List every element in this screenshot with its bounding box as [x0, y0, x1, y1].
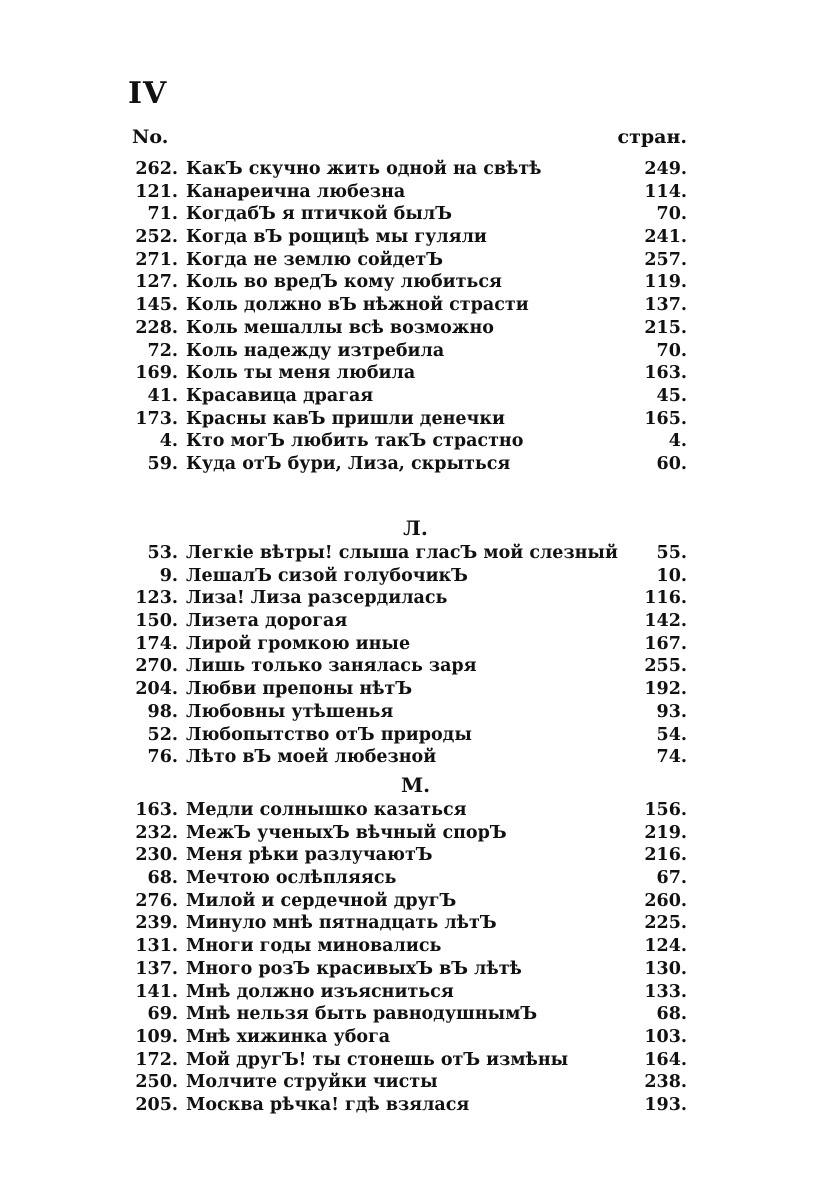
entry-title: Лиза! Лиза разсердилась [186, 588, 448, 609]
index-entry [132, 844, 687, 867]
entry-page: 164. [644, 1049, 687, 1070]
entry-number: 172. [135, 1049, 178, 1070]
entry-title: Коль мешаллы всѣ возможно [186, 317, 494, 338]
index-entry [132, 158, 687, 181]
entry-number: 41. [147, 385, 178, 406]
index-entry [132, 385, 687, 408]
index-entry [132, 822, 687, 845]
entry-page: 255. [644, 656, 687, 677]
entry-page: 142. [644, 611, 687, 632]
entry-number: 137. [135, 958, 178, 979]
entry-title: Канареична любезна [186, 181, 406, 202]
entry-number: 173. [135, 408, 178, 429]
entry-page: 67. [656, 868, 687, 889]
entry-number: 145. [135, 295, 178, 316]
entry-number: 205. [135, 1094, 178, 1115]
index-entry [132, 678, 687, 701]
entry-page: 167. [644, 633, 687, 654]
entry-title: Лизета дорогая [186, 611, 348, 632]
entry-list-m [132, 799, 687, 1117]
entry-page: 249. [644, 159, 687, 179]
entry-title: Лѣто вЪ моей любезной [186, 747, 437, 768]
entry-title: Кто могЪ любить такЪ страстно [186, 431, 524, 452]
entry-title: Любопытство отЪ природы [186, 724, 472, 745]
entry-number: 252. [135, 227, 178, 248]
entry-title: Красны кавЪ пришли денечки [186, 408, 505, 429]
entry-list-l [132, 542, 687, 769]
entry-title: Минуло мнѣ пятнадцать лѣтЪ [186, 913, 497, 934]
entry-number: 204. [135, 679, 178, 700]
entry-number: 4. [159, 431, 178, 452]
index-entry [132, 181, 687, 204]
index-entry [132, 724, 687, 747]
entry-number: 59. [147, 453, 178, 474]
entry-page: 70. [656, 204, 687, 225]
index-entry [132, 362, 687, 385]
entry-number: 71. [147, 204, 178, 225]
entry-page: 54. [656, 724, 687, 745]
section-k [132, 158, 687, 476]
entry-number: 121. [135, 181, 178, 202]
index-entry [132, 867, 687, 890]
entry-title: Многи годы миновались [186, 936, 442, 957]
entry-page: 55. [656, 543, 687, 563]
entry-number: 68. [147, 868, 178, 889]
entry-title: Любви препоны нѣтЪ [186, 679, 413, 700]
entry-number: 228. [135, 317, 178, 338]
index-entry [132, 203, 687, 226]
entry-title: Много розЪ красивыхЪ вЪ лѣтѣ [186, 958, 522, 979]
index-entry [132, 249, 687, 272]
section-l [132, 514, 687, 769]
entry-page: 130. [644, 958, 687, 979]
entry-number: 169. [135, 363, 178, 384]
entry-page: 68. [656, 1004, 687, 1025]
index-entry [132, 890, 687, 913]
entry-number: 127. [135, 272, 178, 293]
index-entry [132, 317, 687, 340]
index-entry [132, 799, 687, 822]
entry-page: 74. [656, 747, 687, 768]
entry-page: 192. [644, 679, 687, 700]
entry-number: 262. [135, 159, 178, 179]
column-header [132, 126, 687, 154]
entry-page: 241. [644, 227, 687, 248]
index-entry [132, 633, 687, 656]
entry-number: 230. [135, 845, 178, 866]
entry-page: 165. [644, 408, 687, 429]
entry-title: Мой другЪ! ты стонешь отЪ измѣны [186, 1049, 569, 1070]
entry-number: 141. [135, 981, 178, 1002]
entry-number: 52. [147, 724, 178, 745]
entry-number: 276. [135, 890, 178, 911]
entry-number: 270. [135, 656, 178, 677]
entry-title: Лирой громкою иные [186, 633, 411, 654]
entry-title: Лишь только занялась заря [186, 656, 477, 677]
entry-page: 4. [668, 431, 687, 452]
entry-number: 123. [135, 588, 178, 609]
index-entry [132, 1026, 687, 1049]
entry-title: Москва рѣчка! гдѣ взялася [186, 1094, 470, 1115]
entry-page: 116. [644, 588, 687, 609]
entry-number: 131. [135, 936, 178, 957]
entry-number: 69. [147, 1004, 178, 1025]
index-entry [132, 294, 687, 317]
index-entry [132, 701, 687, 724]
entry-number: 239. [135, 913, 178, 934]
entry-page: 137. [644, 295, 687, 316]
entry-page: 133. [644, 981, 687, 1002]
entry-number: 72. [147, 340, 178, 361]
entry-number: 98. [147, 701, 178, 722]
entry-title: КогдабЪ я птичкой былЪ [186, 204, 452, 225]
entry-page: 119. [644, 272, 687, 293]
page-column-label: стран. [617, 126, 687, 148]
section-letter-l: Л. [403, 516, 428, 540]
entry-title: Легкіе вѣтры! слыша гласЪ мой слезный [186, 543, 618, 563]
entry-list-k [132, 158, 687, 476]
entry-title: Любовны утѣшенья [186, 701, 394, 722]
index-entry [132, 587, 687, 610]
entry-page: 156. [644, 800, 687, 820]
entry-title: Коль во вредЪ кому любиться [186, 272, 502, 293]
index-entry [132, 453, 687, 476]
entry-title: Мнѣ нельзя быть равнодушнымЪ [186, 1004, 538, 1025]
entry-page: 193. [644, 1094, 687, 1115]
entry-page: 10. [656, 565, 687, 586]
entry-page: 114. [644, 181, 687, 202]
entry-title: Мнѣ хижинка убога [186, 1026, 391, 1047]
section-letter-m: М. [400, 773, 431, 797]
entry-number: 271. [135, 249, 178, 270]
entry-title: КакЪ скучно жить одной на свѣтѣ [186, 159, 542, 179]
entry-page: 257. [644, 249, 687, 270]
entry-number: 76. [147, 747, 178, 768]
entry-page: 238. [644, 1072, 687, 1093]
entry-title: Куда отЪ бури, Лиза, скрыться [186, 453, 511, 474]
entry-title: Красавица драгая [186, 385, 374, 406]
index-entry [132, 610, 687, 633]
entry-page: 93. [656, 701, 687, 722]
index-entry [132, 408, 687, 431]
index-entry [132, 1003, 687, 1026]
entry-number: 174. [135, 633, 178, 654]
entry-page: 225. [644, 913, 687, 934]
entry-page: 163. [644, 363, 687, 384]
number-column-label: No. [132, 126, 169, 148]
entry-title: Мнѣ должно изъясниться [186, 981, 454, 1002]
entry-title: Когда вЪ рощицѣ мы гуляли [186, 227, 487, 248]
entry-title: Меня рѣки разлучаютЪ [186, 845, 433, 866]
index-entry [132, 746, 687, 769]
entry-number: 53. [147, 543, 178, 563]
index-entry [132, 226, 687, 249]
entry-page: 219. [644, 822, 687, 843]
index-entry [132, 958, 687, 981]
entry-title: Милой и сердечной другЪ [186, 890, 457, 911]
index-entry [132, 271, 687, 294]
entry-number: 109. [135, 1026, 178, 1047]
entry-number: 232. [135, 822, 178, 843]
entry-title: Коль надежду изтребила [186, 340, 445, 361]
page-number: IV [128, 76, 168, 111]
entry-page: 70. [656, 340, 687, 361]
index-entry [132, 1049, 687, 1072]
index-entry [132, 912, 687, 935]
entry-number: 9. [159, 565, 178, 586]
index-entry [132, 340, 687, 363]
entry-title: Молчите струйки чисты [186, 1072, 438, 1093]
entry-page: 260. [644, 890, 687, 911]
index-entry [132, 1094, 687, 1117]
index-entry [132, 655, 687, 678]
entry-title: Коль должно вЪ нѣжной страсти [186, 295, 529, 316]
entry-title: Медли солнышко казаться [186, 800, 467, 820]
entry-number: 150. [135, 611, 178, 632]
entry-number: 163. [135, 800, 178, 820]
entry-title: Когда не землю сойдетЪ [186, 249, 444, 270]
index-entry [132, 542, 687, 565]
entry-title: ЛешалЪ сизой голубочикЪ [186, 565, 468, 586]
entry-page: 215. [644, 317, 687, 338]
entry-page: 103. [644, 1026, 687, 1047]
section-m [132, 771, 687, 1117]
entry-title: Мечтою ослѣпляясь [186, 868, 397, 889]
index-entry [132, 1071, 687, 1094]
entry-title: Коль ты меня любила [186, 363, 416, 384]
entry-number: 250. [135, 1072, 178, 1093]
entry-page: 45. [656, 385, 687, 406]
entry-title: МежЪ ученыхЪ вѣчный спорЪ [186, 822, 507, 843]
entry-page: 124. [644, 936, 687, 957]
entry-page: 216. [644, 845, 687, 866]
index-entry [132, 935, 687, 958]
entry-page: 60. [656, 453, 687, 474]
index-entry [132, 981, 687, 1004]
index-entry [132, 430, 687, 453]
index-entry [132, 565, 687, 588]
